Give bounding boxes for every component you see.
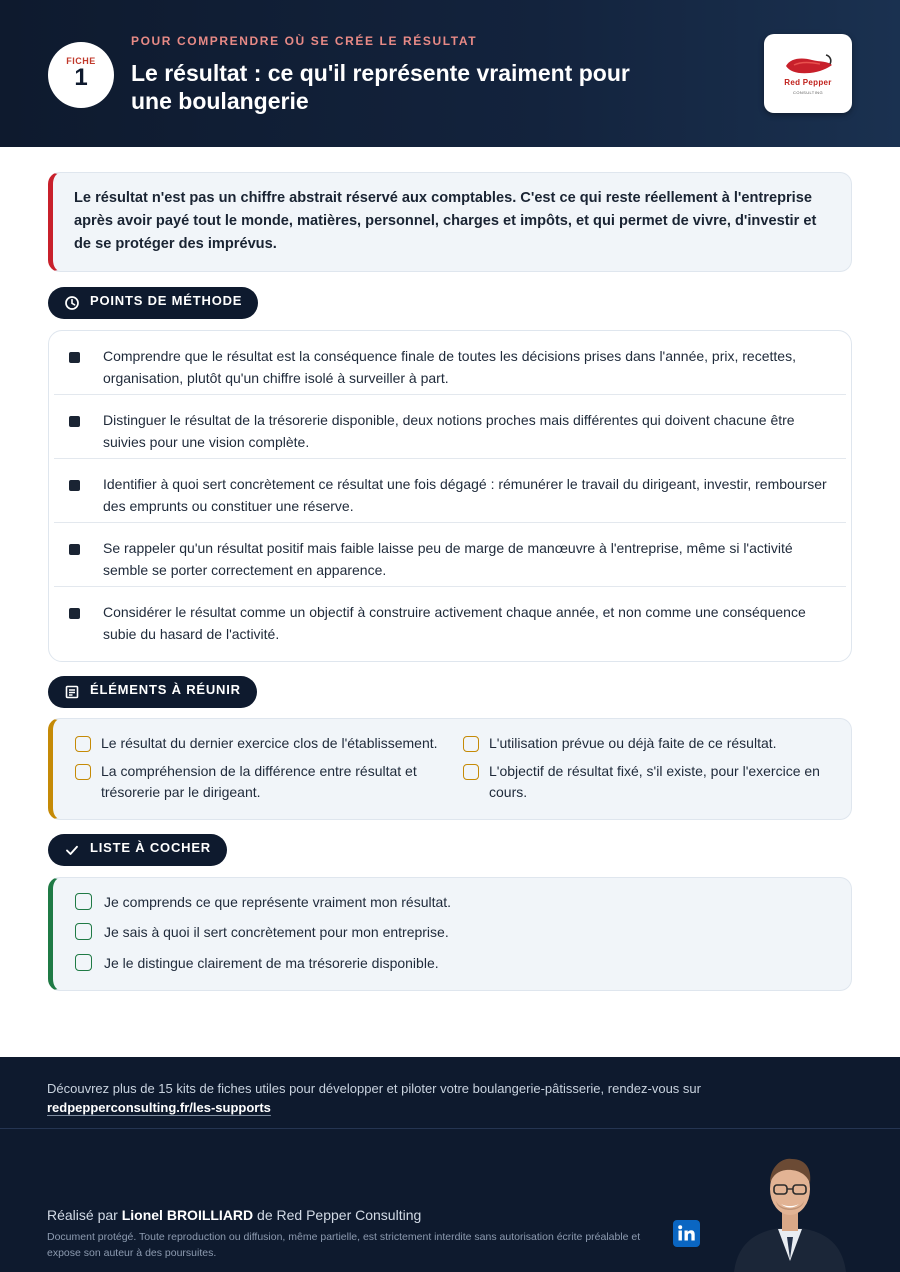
credit-prefix: Réalisé par xyxy=(47,1207,118,1223)
checklist-text: Je le distingue clairement de ma trésorerie disponible. xyxy=(104,955,439,971)
checklist-item xyxy=(75,892,451,912)
list-item-text: Identifier à quoi sert concrètement ce résultat une fois dégagé : rémunérer le travail du dirigeant, investir, rembourser des emprunts ou constituer une réserve. xyxy=(103,476,827,514)
checklist-item xyxy=(75,953,439,973)
element-text: L'utilisation prévue ou déjà faite de ce résultat. xyxy=(489,735,777,751)
document-icon xyxy=(64,684,80,700)
footer-link[interactable]: redpepperconsulting.fr/les-supports xyxy=(47,1100,271,1115)
section-heading-label: ÉLÉMENTS À RÉUNIR xyxy=(90,682,241,697)
list-item xyxy=(54,459,846,523)
header-kicker: POUR COMPRENDRE OÙ SE CRÉE LE RÉSULTAT xyxy=(131,34,478,48)
list-item-text: Distinguer le résultat de la trésorerie disponible, deux notions proches mais différentes qui doivent chacune être suivies pour une vision complète. xyxy=(103,412,795,450)
section-heading-label: LISTE À COCHER xyxy=(90,840,211,855)
element-item xyxy=(463,733,833,754)
company-logo xyxy=(764,34,852,113)
credit-author: Lionel BROILLIARD xyxy=(121,1207,254,1223)
checklist-item xyxy=(75,922,449,942)
bullet-icon xyxy=(69,480,80,491)
checkbox-icon[interactable] xyxy=(75,764,91,780)
checkbox-icon[interactable] xyxy=(75,954,92,971)
elements-box xyxy=(48,718,852,820)
logo-name: Red Pepper xyxy=(784,78,832,87)
checkbox-icon[interactable] xyxy=(75,736,91,752)
element-text: Le résultat du dernier exercice clos de l'établissement. xyxy=(101,735,438,751)
checklist-text: Je sais à quoi il sert concrètement pour mon entreprise. xyxy=(104,924,449,940)
element-item xyxy=(75,733,445,754)
list-item xyxy=(54,587,846,651)
list-item-text: Considérer le résultat comme un objectif à construire activement chaque année, et non comme une conséquence subie du hasard de l'activité. xyxy=(103,604,806,642)
intro-text: Le résultat n'est pas un chiffre abstrait réservé aux comptables. C'est ce qui reste réellement à l'entreprise après avoir payé tout le monde, matières, personnel, charges et impôts, et qui permet de vivre, d'investir et de se protéger des imprévus. xyxy=(74,190,817,252)
page-title: Le résultat : ce qu'il représente vraiment pour une boulangerie xyxy=(131,60,630,114)
footer xyxy=(0,1057,900,1272)
bullet-icon xyxy=(69,352,80,363)
intro-callout xyxy=(48,172,852,272)
fiche-label: FICHE xyxy=(66,56,96,66)
credit-suffix: de Red Pepper Consulting xyxy=(257,1207,422,1223)
bullet-icon xyxy=(69,608,80,619)
bullet-icon xyxy=(69,416,80,427)
checklist-text: Je comprends ce que représente vraiment mon résultat. xyxy=(104,894,452,910)
legal-notice: Document protégé. Toute reproduction ou diffusion, même partielle, est strictement interdite sans autorisation écrite préalable et expose son auteur à des poursuites. xyxy=(47,1231,641,1259)
credit-line xyxy=(47,1207,421,1223)
list-item xyxy=(54,523,846,587)
footer-promo-text: Découvrez plus de 15 kits de fiches utiles pour développer et piloter votre boulangerie-pâtisserie, rendez-vous sur xyxy=(47,1081,701,1096)
list-item-text: Comprendre que le résultat est la conséquence finale de toutes les décisions prises dans l'année, prix, recettes, organisation, plutôt qu'un chiffre isolé à surveiller à part. xyxy=(103,348,796,386)
section-heading-method xyxy=(48,287,258,319)
element-text: L'objectif de résultat fixé, s'il existe, pour l'exercice en cours. xyxy=(489,763,820,800)
pepper-icon xyxy=(780,52,836,80)
linkedin-icon[interactable] xyxy=(673,1220,700,1247)
section-heading-label: POINTS DE MÉTHODE xyxy=(90,293,243,308)
checkbox-icon[interactable] xyxy=(75,923,92,940)
check-icon xyxy=(64,842,80,858)
logo-subtitle: CONSULTING xyxy=(793,90,823,95)
element-item xyxy=(463,761,833,803)
list-item xyxy=(54,331,846,395)
footer-divider xyxy=(0,1128,900,1129)
list-item-text: Se rappeler qu'un résultat positif mais faible laisse peu de marge de manœuvre à l'entreprise, même si l'activité semble se porter correctement en apparence. xyxy=(103,540,793,578)
checklist-box xyxy=(48,877,852,991)
list-item xyxy=(54,395,846,459)
checkbox-icon[interactable] xyxy=(463,764,479,780)
fiche-number: 1 xyxy=(74,64,88,91)
method-list xyxy=(48,330,852,662)
checkbox-icon[interactable] xyxy=(75,893,92,910)
header xyxy=(0,0,900,147)
section-heading-checklist xyxy=(48,834,227,866)
checkbox-icon[interactable] xyxy=(463,736,479,752)
element-text: La compréhension de la différence entre résultat et trésorerie par le dirigeant. xyxy=(101,763,417,800)
footer-promo xyxy=(47,1079,747,1117)
bullet-icon xyxy=(69,544,80,555)
author-portrait xyxy=(726,1137,854,1272)
fiche-badge xyxy=(48,42,114,108)
clock-icon xyxy=(64,295,80,311)
section-heading-elements xyxy=(48,676,257,708)
element-item xyxy=(75,761,445,803)
